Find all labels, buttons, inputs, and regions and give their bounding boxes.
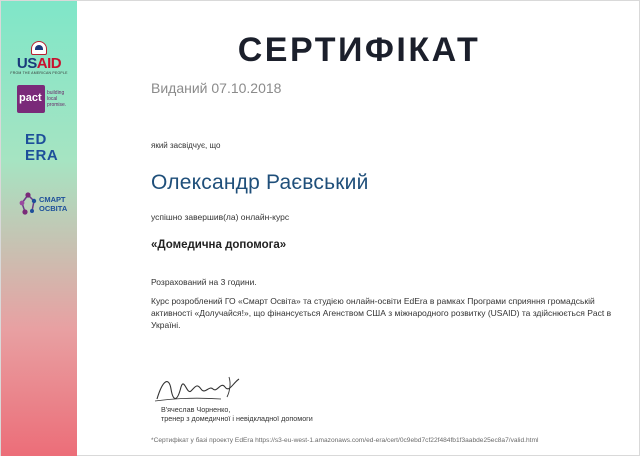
completed-text: успішно завершив(ла) онлайн-курс — [151, 212, 290, 222]
course-name: «Домедична допомога» — [151, 239, 287, 251]
verification-footer: *Сертифікат у базі проекту EdEra https://s3-eu-west-1.amazonaws.com/ed-era/cert/0c9ebd7cf22f484fb1f3aabde25ec8a7/valid.html — [151, 437, 539, 444]
edera-line2: ERA — [25, 147, 59, 164]
pact-wordmark: pact — [19, 92, 42, 104]
certificate-title: СЕРТИФІКАТ — [237, 31, 481, 69]
edera-line1: ED — [25, 131, 47, 148]
usaid-tagline: FROM THE AMERICAN PEOPLE — [10, 71, 68, 75]
signer-name: В'ячеслав Чорненко, — [161, 405, 231, 414]
course-hours: Розрахований на 3 години. — [151, 277, 257, 287]
edera-logo — [1, 129, 77, 165]
pact-tagline: building local promise. — [47, 90, 67, 108]
recipient-name: Олександр Раєвський — [151, 171, 369, 194]
issued-date: Виданий 07.10.2018 — [151, 80, 282, 96]
course-description: Курс розроблений ГО «Смарт Освіта» та студією онлайн-освіти EdEra в рамках Програми сприяння громадській активності «Долучайся!», що фінансується Агенством США з міжнародного розвитку (USAID) та здійснюється Pact в Україні. — [151, 296, 612, 330]
molecule-icon — [17, 191, 39, 217]
usaid-wordmark: USAID — [16, 55, 62, 72]
certifies-text: який засвідчує, що — [151, 141, 221, 150]
signer-role: тренер з домедичної і невідкладної допомоги — [161, 414, 313, 423]
pact-logo — [1, 85, 77, 115]
signature-icon — [151, 369, 251, 407]
smart-osvita-logo — [1, 183, 77, 223]
smart-osvita-wordmark: СМАРТ ОСВІТА — [39, 195, 68, 213]
